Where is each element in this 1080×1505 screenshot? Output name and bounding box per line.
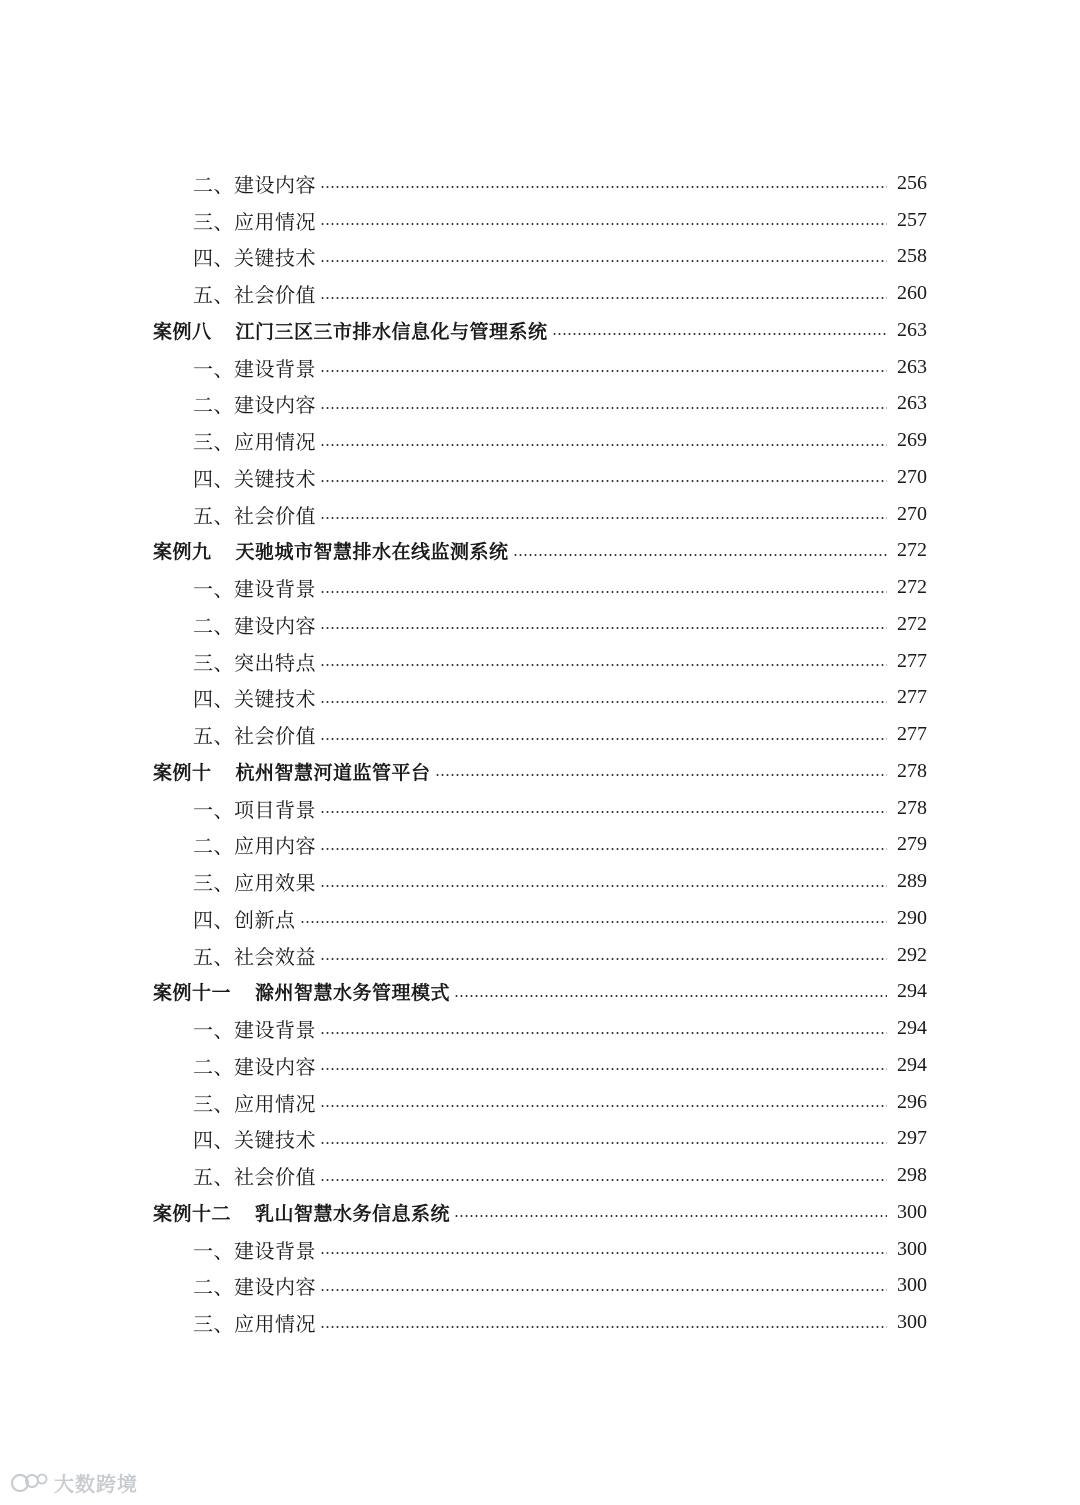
dot-leader (320, 1252, 887, 1254)
toc-case-title: 杭州智慧河道监管平台 (235, 761, 431, 784)
toc-case-title: 江门三区三市排水信息化与管理系统 (235, 320, 548, 343)
toc-page-number: 290 (897, 906, 927, 929)
toc-page-number: 277 (897, 723, 927, 746)
watermark-text: 大数跨境 (54, 1472, 138, 1496)
dot-leader (300, 921, 888, 923)
toc-entry-label: 二、应用内容 (193, 834, 316, 859)
toc-section-entry[interactable] (0, 680, 1080, 717)
dot-leader (513, 554, 887, 556)
toc-entry-label: 二、建设内容 (193, 1054, 316, 1079)
toc-page-number: 258 (897, 245, 927, 268)
toc-page-number: 300 (897, 1200, 927, 1223)
toc-entry-label: 二、建设内容 (193, 172, 316, 197)
dot-leader (320, 848, 887, 850)
toc-page-number: 278 (897, 796, 927, 819)
toc-case-number: 案例八 (153, 320, 212, 343)
toc-page-number: 300 (897, 1274, 927, 1297)
toc-entry-label (153, 537, 509, 564)
toc-entry-label: 一、建设背景 (193, 1238, 316, 1263)
toc-case-entry[interactable] (0, 974, 1080, 1011)
toc-case-number: 案例十 (153, 761, 212, 784)
toc-case-title: 乳山智慧水务信息系统 (255, 1202, 451, 1225)
dot-leader (320, 701, 887, 703)
toc-entry-label: 一、建设背景 (193, 356, 316, 381)
toc-entry-label: 四、创新点 (193, 907, 296, 932)
toc-section-entry[interactable] (0, 606, 1080, 643)
toc-entry-label: 三、应用情况 (193, 209, 316, 234)
toc-section-entry[interactable] (0, 386, 1080, 423)
dot-leader (320, 1179, 887, 1181)
toc-section-entry[interactable] (0, 1304, 1080, 1341)
toc-section-entry[interactable] (0, 349, 1080, 386)
toc-page-number: 263 (897, 392, 927, 415)
toc-entry-label: 二、建设内容 (193, 393, 316, 418)
toc-page-number: 279 (897, 833, 927, 856)
toc-section-entry[interactable] (0, 1121, 1080, 1158)
toc-page-number: 294 (897, 1017, 927, 1040)
watermark-logo-icon (10, 1469, 50, 1497)
toc-section-entry[interactable] (0, 863, 1080, 900)
toc-entry-label: 一、建设背景 (193, 577, 316, 602)
toc-entry-label: 五、社会价值 (193, 283, 316, 308)
dot-leader (320, 223, 887, 225)
toc-entry-label: 五、社会价值 (193, 503, 316, 528)
toc-page-number: 292 (897, 943, 927, 966)
toc-entry-label (153, 317, 548, 344)
dot-leader (320, 186, 887, 188)
dot-leader (454, 995, 887, 997)
dot-leader (320, 1105, 887, 1107)
toc-page-number: 300 (897, 1237, 927, 1260)
toc-section-entry[interactable] (0, 1157, 1080, 1194)
toc-section-entry[interactable] (0, 202, 1080, 239)
toc-entry-label: 五、社会效益 (193, 944, 316, 969)
toc-section-entry[interactable] (0, 1231, 1080, 1268)
toc-entry-label: 二、建设内容 (193, 613, 316, 638)
toc-page-number: 263 (897, 318, 927, 341)
toc-entry-label: 二、建设内容 (193, 1275, 316, 1300)
toc-case-number: 案例九 (153, 541, 212, 564)
toc-case-entry[interactable] (0, 533, 1080, 570)
dot-leader (320, 444, 887, 446)
dot-leader (320, 1289, 887, 1291)
toc-section-entry[interactable] (0, 790, 1080, 827)
toc-page-number: 260 (897, 282, 927, 305)
toc-section-entry[interactable] (0, 716, 1080, 753)
dot-leader (320, 370, 887, 372)
toc-page-number: 269 (897, 429, 927, 452)
toc-entry-label: 三、应用效果 (193, 871, 316, 896)
toc-entry-label (153, 1199, 450, 1226)
toc-entry-label: 四、关键技术 (193, 246, 316, 271)
toc-section-entry[interactable] (0, 422, 1080, 459)
toc-page-number: 294 (897, 1053, 927, 1076)
toc-entry-label: 四、关键技术 (193, 687, 316, 712)
toc-section-entry[interactable] (0, 239, 1080, 276)
toc-section-entry[interactable] (0, 900, 1080, 937)
toc-entry-label (153, 978, 450, 1005)
toc-section-entry[interactable] (0, 275, 1080, 312)
toc-page-number: 294 (897, 980, 927, 1003)
toc-entry-label: 五、社会价值 (193, 724, 316, 749)
toc-case-entry[interactable] (0, 753, 1080, 790)
toc-case-title: 天驰城市智慧排水在线监测系统 (235, 541, 509, 564)
toc-entry-label: 三、应用情况 (193, 1312, 316, 1337)
toc-entry-label (153, 758, 431, 785)
dot-leader (320, 664, 887, 666)
dot-leader (320, 811, 887, 813)
toc-page-number: 296 (897, 1090, 927, 1113)
toc-page-number: 298 (897, 1164, 927, 1187)
toc-section-entry[interactable] (0, 1268, 1080, 1305)
toc-case-number: 案例十一 (153, 982, 232, 1005)
watermark (10, 1468, 138, 1497)
toc-entry-label: 四、关键技术 (193, 1128, 316, 1153)
toc-page-number: 297 (897, 1127, 927, 1150)
toc-page-number: 277 (897, 649, 927, 672)
toc-case-entry[interactable] (0, 1194, 1080, 1231)
toc-entry-label: 一、项目背景 (193, 797, 316, 822)
toc-case-title: 滁州智慧水务管理模式 (255, 982, 451, 1005)
dot-leader (320, 738, 887, 740)
toc-entry-label: 三、突出特点 (193, 650, 316, 675)
dot-leader (320, 297, 887, 299)
toc-page-number: 256 (897, 171, 927, 194)
toc-section-entry[interactable] (0, 459, 1080, 496)
toc-section-entry[interactable] (0, 1084, 1080, 1121)
dot-leader (320, 958, 887, 960)
toc-page-number: 272 (897, 612, 927, 635)
toc-entry-label: 一、建设背景 (193, 1018, 316, 1043)
toc-section-entry[interactable] (0, 937, 1080, 974)
dot-leader (320, 1032, 887, 1034)
dot-leader (435, 774, 887, 776)
dot-leader (320, 1326, 887, 1328)
toc-page-number: 263 (897, 355, 927, 378)
toc-entry-label: 五、社会价值 (193, 1165, 316, 1190)
toc-page-number: 270 (897, 502, 927, 525)
dot-leader (320, 627, 887, 629)
toc-section-entry[interactable] (0, 1010, 1080, 1047)
toc-section-entry[interactable] (0, 496, 1080, 533)
toc-page-number: 272 (897, 539, 927, 562)
dot-leader (552, 333, 887, 335)
toc-case-entry[interactable] (0, 312, 1080, 349)
toc-page-number: 300 (897, 1311, 927, 1334)
toc-entry-label: 四、关键技术 (193, 466, 316, 491)
toc-case-number: 案例十二 (153, 1202, 232, 1225)
table-of-contents (0, 165, 1080, 1341)
dot-leader (320, 260, 887, 262)
dot-leader (454, 1215, 887, 1217)
toc-entry-label: 三、应用情况 (193, 1091, 316, 1116)
dot-leader (320, 407, 887, 409)
dot-leader (320, 1068, 887, 1070)
toc-page-number: 270 (897, 465, 927, 488)
dot-leader (320, 1142, 887, 1144)
toc-section-entry[interactable] (0, 1047, 1080, 1084)
toc-section-entry[interactable] (0, 827, 1080, 864)
toc-section-entry[interactable] (0, 165, 1080, 202)
toc-page-number: 257 (897, 208, 927, 231)
toc-page-number: 272 (897, 576, 927, 599)
toc-page-number: 278 (897, 759, 927, 782)
toc-section-entry[interactable] (0, 643, 1080, 680)
dot-leader (320, 480, 887, 482)
toc-entry-label: 三、应用情况 (193, 430, 316, 455)
dot-leader (320, 885, 887, 887)
dot-leader (320, 591, 887, 593)
toc-section-entry[interactable] (0, 569, 1080, 606)
toc-page-number: 277 (897, 686, 927, 709)
dot-leader (320, 517, 887, 519)
toc-page-number: 289 (897, 870, 927, 893)
